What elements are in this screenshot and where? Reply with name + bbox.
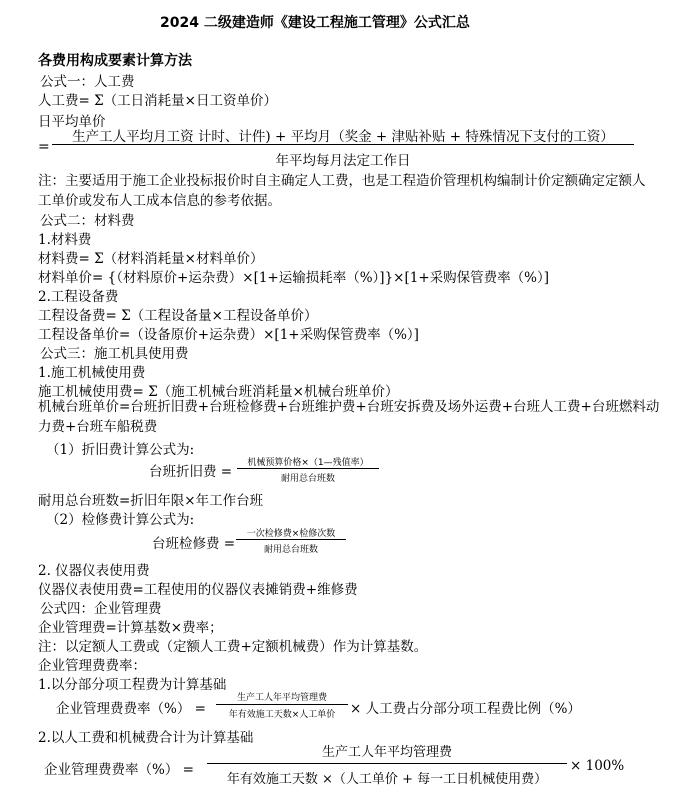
fraction-denominator: 年有效施工天数×人工单价: [228, 710, 336, 720]
subheading-base-a: 1.以分部分项工程费为计算基础: [38, 677, 227, 693]
rate-b-rhs: × 100%: [570, 758, 625, 774]
formula-1-label: 公式一：人工费: [40, 74, 135, 90]
daily-average-label: 日平均单价: [38, 114, 106, 130]
daily-wage-fraction: [52, 125, 634, 169]
page-title: 2024 二级建造师《建设工程施工管理》公式汇总: [160, 15, 470, 31]
total-shifts-formula: 耐用总台班数=折旧年限×年工作台班: [38, 493, 264, 509]
fraction-numerator: 一次检修费×检修次数: [246, 529, 336, 539]
subheading-machinery: 1.施工机械使用费: [38, 365, 146, 381]
formula-4-label: 公式四：企业管理费: [40, 601, 162, 617]
subheading-material: 1.材料费: [38, 232, 92, 248]
shift-price-formula: 机械台班单价=台班折旧费+台班检修费+台班维护费+台班安拆费及场外运费+台班人工费+台班燃料动力费+台班车船税费: [38, 399, 660, 435]
fraction-bar: [236, 539, 346, 540]
fraction-numerator: 机械预算价格×（1—残值率）: [247, 458, 369, 468]
rate-b-fraction: [207, 741, 567, 787]
note-paragraph: 注：主要适用于施工企业投标报价时自主确定人工费，也是工程造价管理机构编制计价定额确定定额人工单价或发布人工成本信息的参考依据。: [38, 173, 646, 209]
fraction-numerator: 生产工人平均月工资 计时、计件) + 平均月（奖金 + 津贴补贴 + 特殊情况下支付的工资）: [72, 129, 614, 145]
equals-sign: =: [38, 139, 50, 155]
repair-intro: （2）检修费计算公式为:: [46, 512, 195, 528]
fraction-denominator: 年有效施工天数 ×（人工单价 + 每一工日机械使用费）: [226, 772, 548, 787]
fee-rate-label: 企业管理费费率：: [38, 658, 146, 674]
base-note: 注：以定额人工费或（定额人工费+定额机械费）作为计算基数。: [38, 639, 428, 655]
section-heading: 各费用构成要素计算方法: [38, 53, 192, 69]
material-price-formula: 材料单价= {（材料原价+运杂费）×[1+运输损耗率（%）]}×[1+采购保管费率（%）]: [38, 270, 549, 286]
depreciation-intro: （1）折旧费计算公式为:: [46, 442, 195, 458]
equipment-price-formula: 工程设备单价=（设备原价+运杂费）×[1+采购保管费率（%）]: [38, 327, 419, 343]
fraction-bar: [216, 704, 348, 705]
fraction-denominator: 耐用总台班数: [263, 545, 318, 555]
machinery-cost-formula: 施工机械使用费= Σ（施工机械台班消耗量×机械台班单价）: [38, 384, 399, 400]
repair-fraction: [236, 526, 346, 556]
instrument-cost-formula: 仪器仪表使用费=工程使用的仪器仪表摊销费+维修费: [38, 582, 358, 598]
rate-a-rhs: × 人工费占分部分项工程费比例（%）: [350, 701, 581, 717]
fraction-denominator: 耐用总台班数: [280, 474, 335, 484]
subheading-base-b: 2.以人工费和机械费合计为计算基础: [38, 730, 254, 746]
material-cost-formula: 材料费= Σ（材料消耗量×材料单价）: [38, 251, 264, 267]
formula-2-label: 公式二：材料费: [40, 213, 135, 229]
rate-a-fraction: [216, 690, 348, 722]
fraction-bar: [52, 144, 634, 145]
rate-a-lhs: 企业管理费费率（%） =: [56, 701, 206, 717]
subheading-instruments: 2. 仪器仪表使用费: [38, 563, 150, 579]
fraction-bar: [237, 468, 379, 469]
management-fee-formula: 企业管理费=计算基数×费率；: [38, 620, 223, 636]
labor-cost-formula: 人工费= Σ（工日消耗量×日工资单价）: [38, 93, 277, 109]
depreciation-lhs: 台班折旧费 =: [149, 464, 233, 480]
subheading-equipment: 2.工程设备费: [38, 289, 119, 305]
repair-lhs: 台班检修费 =: [152, 536, 236, 552]
fraction-bar: [207, 763, 567, 764]
depreciation-fraction: [237, 455, 379, 485]
fraction-numerator: 生产工人年平均管理费: [236, 693, 327, 703]
rate-b-lhs: 企业管理费费率（%） =: [44, 762, 194, 778]
fraction-denominator: 年平均每月法定工作日: [275, 153, 411, 169]
fraction-numerator: 生产工人年平均管理费: [321, 745, 452, 760]
formula-3-label: 公式三：施工机具使用费: [40, 346, 189, 362]
equipment-cost-formula: 工程设备费= Σ（工程设备量×工程设备单价）: [38, 308, 318, 324]
